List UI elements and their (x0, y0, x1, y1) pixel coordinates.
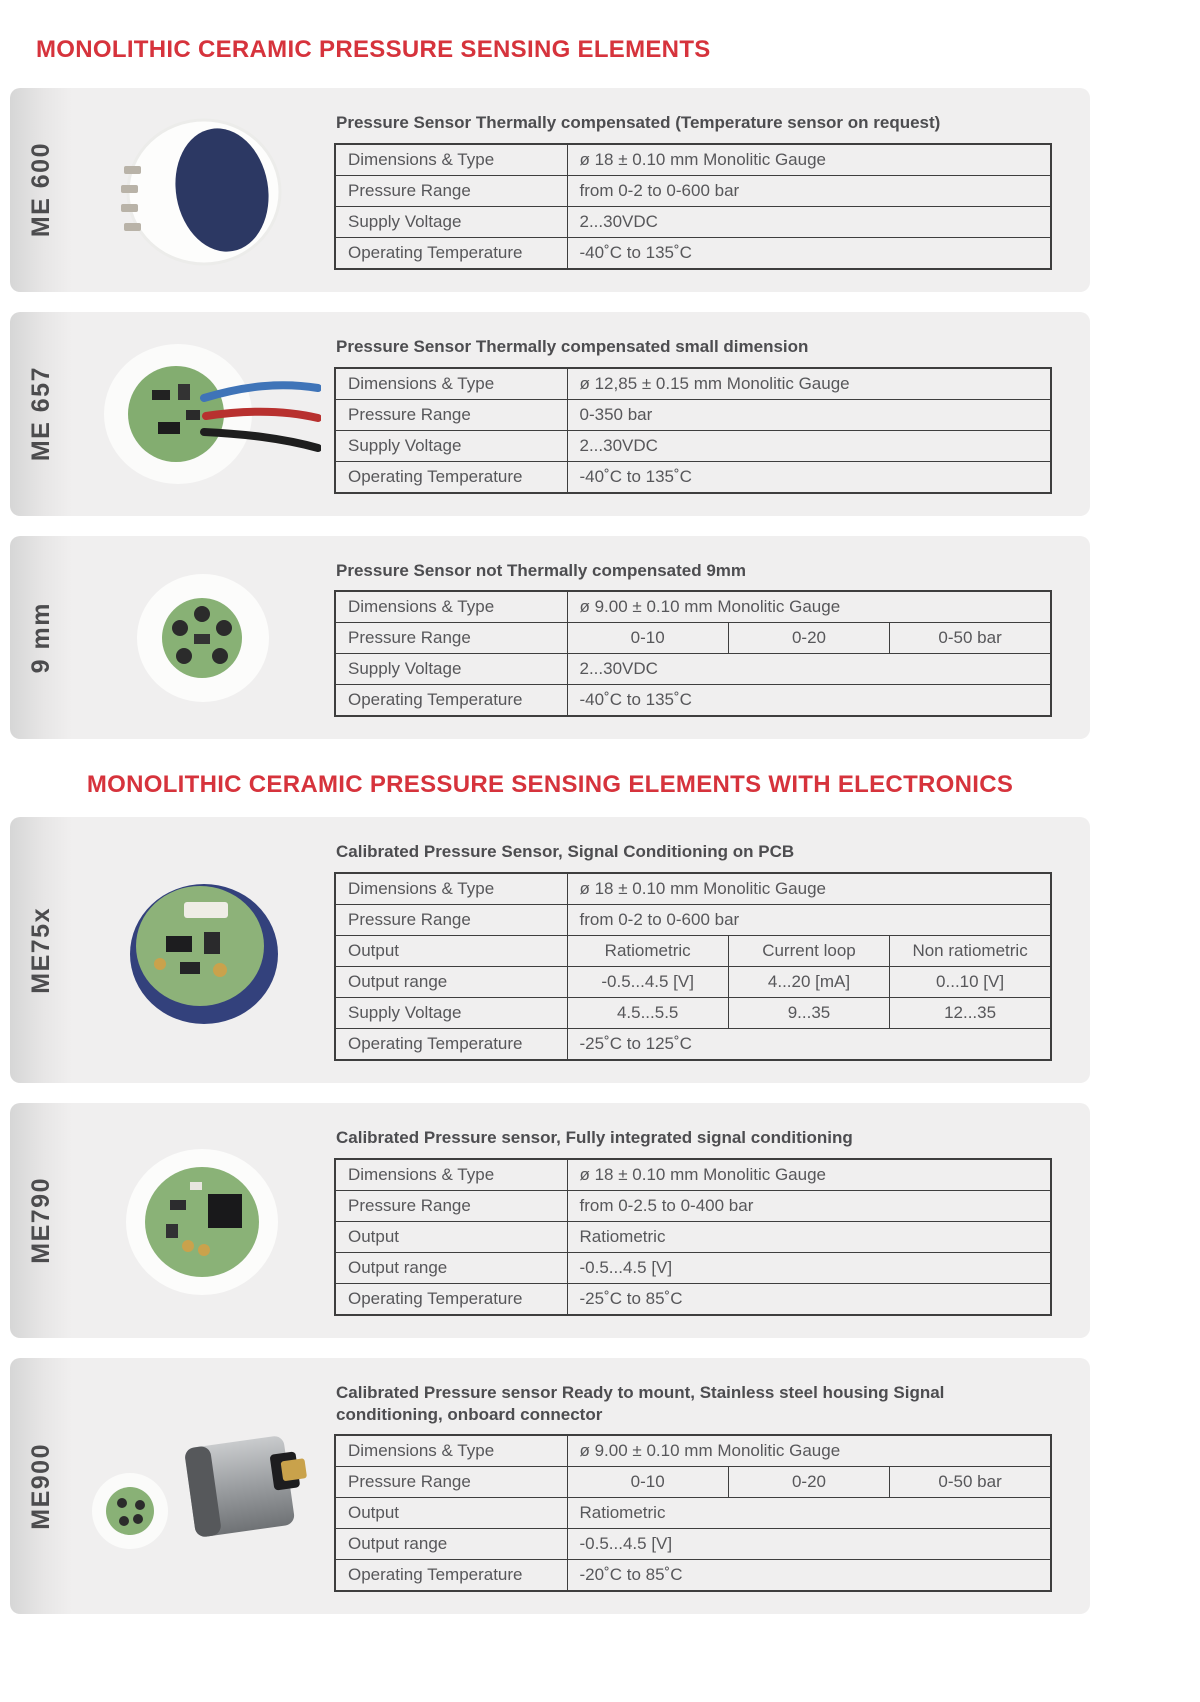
spec-label: Operating Temperature (335, 685, 567, 717)
product-photo-slot (72, 312, 334, 516)
product-side-tab (10, 312, 72, 516)
product-content (334, 536, 1090, 740)
spec-row-supply-voltage (335, 654, 1051, 685)
product-side-tab (10, 1103, 72, 1338)
spec-row-pressure-range (335, 1190, 1051, 1221)
spec-value: 0-20 (728, 623, 889, 654)
spec-row-pressure-range (335, 623, 1051, 654)
spec-row-dimensions-type (335, 591, 1051, 623)
me790-sensor-photo (96, 1128, 311, 1313)
spec-label: Operating Temperature (335, 1029, 567, 1061)
product-content (334, 88, 1090, 292)
spec-value: 0-10 (567, 623, 728, 654)
spec-value: from 0-2 to 0-600 bar (567, 905, 1051, 936)
product-photo-slot (72, 1103, 334, 1338)
product-side-tab (10, 817, 72, 1083)
spec-value: Ratiometric (567, 1221, 1051, 1252)
spec-value: 2...30VDC (567, 430, 1051, 461)
spec-table (334, 143, 1052, 270)
spec-table (334, 590, 1052, 717)
spec-label: Supply Voltage (335, 206, 567, 237)
product-description-title: Pressure Sensor not Thermally compensated 9mm (336, 560, 747, 580)
product-photo-slot (72, 1358, 334, 1615)
spec-row-output-range (335, 967, 1051, 998)
spec-value: 0-50 bar (890, 1467, 1051, 1498)
product-content (334, 312, 1090, 516)
spec-value: 0-50 bar (890, 623, 1051, 654)
product-photo-slot (72, 536, 334, 740)
spec-label: Output range (335, 967, 567, 998)
spec-row-dimensions-type (335, 873, 1051, 905)
spec-value: -40˚C to 135˚C (567, 685, 1051, 717)
spec-value: 0-350 bar (567, 399, 1051, 430)
product-photo-slot (72, 817, 334, 1083)
spec-label: Supply Voltage (335, 654, 567, 685)
spec-label: Pressure Range (335, 175, 567, 206)
spec-row-pressure-range (335, 175, 1051, 206)
spec-value: -40˚C to 135˚C (567, 461, 1051, 493)
spec-label: Output (335, 1498, 567, 1529)
product-section-me790 (10, 1103, 1090, 1338)
product-description-title: Calibrated Pressure sensor, Fully integrated signal conditioning (336, 1128, 853, 1147)
spec-value: ø 9.00 ± 0.10 mm Monolitic Gauge (567, 591, 1051, 623)
spec-row-output-range (335, 1529, 1051, 1560)
spec-value: 4...20 [mA] (728, 967, 889, 998)
product-description-title: Calibrated Pressure Sensor, Signal Conditioning on PCB (336, 842, 795, 862)
product-description-title: Pressure Sensor Thermally compensated small dimension (336, 336, 809, 356)
spec-value: 9...35 (728, 998, 889, 1029)
spec-value: Non ratiometric (890, 936, 1051, 967)
spec-label: Output range (335, 1529, 567, 1560)
spec-value: ø 12,85 ± 0.15 mm Monolitic Gauge (567, 368, 1051, 400)
product-content (334, 1358, 1090, 1615)
spec-value: 0-20 (728, 1467, 889, 1498)
spec-label: Pressure Range (335, 1190, 567, 1221)
product-description-title: Pressure Sensor Thermally compensated (Temperature sensor on request) (336, 113, 941, 132)
product-section-me600 (10, 88, 1090, 292)
product-section-me75x (10, 817, 1090, 1083)
product-name-label: ME900 (26, 1442, 55, 1530)
spec-value: Current loop (728, 936, 889, 967)
spec-row-operating-temperature (335, 237, 1051, 269)
product-name-label: ME75x (26, 906, 55, 994)
spec-value: 0-10 (567, 1467, 728, 1498)
spec-row-output (335, 1221, 1051, 1252)
spec-value: -0.5...4.5 [V] (567, 1529, 1051, 1560)
spec-value: 2...30VDC (567, 654, 1051, 685)
9mm-sensor-photo (98, 550, 308, 725)
spec-value: -0.5...4.5 [V] (567, 967, 728, 998)
spec-row-pressure-range (335, 1467, 1051, 1498)
spec-row-dimensions-type (335, 144, 1051, 176)
spec-row-pressure-range (335, 399, 1051, 430)
spec-label: Dimensions & Type (335, 368, 567, 400)
spec-row-operating-temperature (335, 461, 1051, 493)
spec-row-output (335, 1498, 1051, 1529)
spec-value: ø 18 ± 0.10 mm Monolitic Gauge (567, 873, 1051, 905)
spec-label: Dimensions & Type (335, 591, 567, 623)
spec-value: 0...10 [V] (890, 967, 1051, 998)
product-name-label: ME 600 (26, 142, 55, 238)
spec-label: Output (335, 1221, 567, 1252)
spec-value: -25˚C to 85˚C (567, 1283, 1051, 1315)
spec-value: ø 9.00 ± 0.10 mm Monolitic Gauge (567, 1435, 1051, 1467)
spec-row-supply-voltage (335, 430, 1051, 461)
product-section-9mm (10, 536, 1090, 740)
spec-value: -0.5...4.5 [V] (567, 1252, 1051, 1283)
spec-row-operating-temperature (335, 1283, 1051, 1315)
spec-label: Output (335, 936, 567, 967)
spec-row-pressure-range (335, 905, 1051, 936)
spec-value: -20˚C to 85˚C (567, 1560, 1051, 1592)
spec-row-operating-temperature (335, 1560, 1051, 1592)
spec-value: ø 18 ± 0.10 mm Monolitic Gauge (567, 144, 1051, 176)
spec-value: from 0-2 to 0-600 bar (567, 175, 1051, 206)
spec-row-supply-voltage (335, 206, 1051, 237)
spec-value: from 0-2.5 to 0-400 bar (567, 1190, 1051, 1221)
spec-value: 2...30VDC (567, 206, 1051, 237)
spec-label: Pressure Range (335, 623, 567, 654)
sections-group-1 (10, 88, 1090, 739)
spec-label: Supply Voltage (335, 430, 567, 461)
spec-row-operating-temperature (335, 1029, 1051, 1061)
product-side-tab (10, 88, 72, 292)
spec-value: -40˚C to 135˚C (567, 237, 1051, 269)
spec-label: Supply Voltage (335, 998, 567, 1029)
product-name-label: 9 mm (26, 601, 55, 674)
spec-label: Dimensions & Type (335, 144, 567, 176)
me600-sensor-photo (96, 102, 311, 277)
product-side-tab (10, 1358, 72, 1615)
spec-value: ø 18 ± 0.10 mm Monolitic Gauge (567, 1159, 1051, 1191)
spec-label: Pressure Range (335, 399, 567, 430)
spec-row-dimensions-type (335, 1159, 1051, 1191)
spec-row-dimensions-type (335, 368, 1051, 400)
spec-value: -25˚C to 125˚C (567, 1029, 1051, 1061)
product-side-tab (10, 536, 72, 740)
spec-label: Operating Temperature (335, 1560, 567, 1592)
spec-label: Pressure Range (335, 905, 567, 936)
spec-label: Operating Temperature (335, 237, 567, 269)
spec-label: Dimensions & Type (335, 873, 567, 905)
spec-label: Operating Temperature (335, 461, 567, 493)
product-section-me900 (10, 1358, 1090, 1615)
spec-table (334, 1158, 1052, 1316)
product-name-label: ME 657 (26, 366, 55, 462)
spec-label: Dimensions & Type (335, 1435, 567, 1467)
me900-sensor-photo (78, 1399, 328, 1574)
spec-value: Ratiometric (567, 1498, 1051, 1529)
spec-value: 12...35 (890, 998, 1051, 1029)
page-title-sensing-elements: MONOLITHIC CERAMIC PRESSURE SENSING ELEMENTS (36, 36, 711, 63)
spec-table (334, 367, 1052, 494)
spec-label: Operating Temperature (335, 1283, 567, 1315)
product-photo-slot (72, 88, 334, 292)
spec-row-output-range (335, 1252, 1051, 1283)
product-content (334, 817, 1090, 1083)
spec-table (334, 1434, 1052, 1592)
spec-value: Ratiometric (567, 936, 728, 967)
me75x-sensor-photo (96, 858, 311, 1043)
spec-row-supply-voltage (335, 998, 1051, 1029)
spec-label: Output range (335, 1252, 567, 1283)
product-name-label: ME790 (26, 1177, 55, 1264)
me657-sensor-photo (86, 326, 321, 501)
spec-label: Dimensions & Type (335, 1159, 567, 1191)
page-title-with-electronics: MONOLITHIC CERAMIC PRESSURE SENSING ELEMENTS WITH ELECTRONICS (86, 771, 1014, 799)
spec-table (334, 872, 1052, 1061)
product-section-me657 (10, 312, 1090, 516)
spec-row-dimensions-type (335, 1435, 1051, 1467)
spec-row-output (335, 936, 1051, 967)
spec-row-operating-temperature (335, 685, 1051, 717)
spec-value: 4.5...5.5 (567, 998, 728, 1029)
sections-group-2 (10, 817, 1090, 1614)
product-content (334, 1103, 1090, 1338)
spec-label: Pressure Range (335, 1467, 567, 1498)
product-description-title: Calibrated Pressure sensor Ready to mount, Stainless steel housing Signal conditioning, onboard connector (336, 1382, 945, 1424)
